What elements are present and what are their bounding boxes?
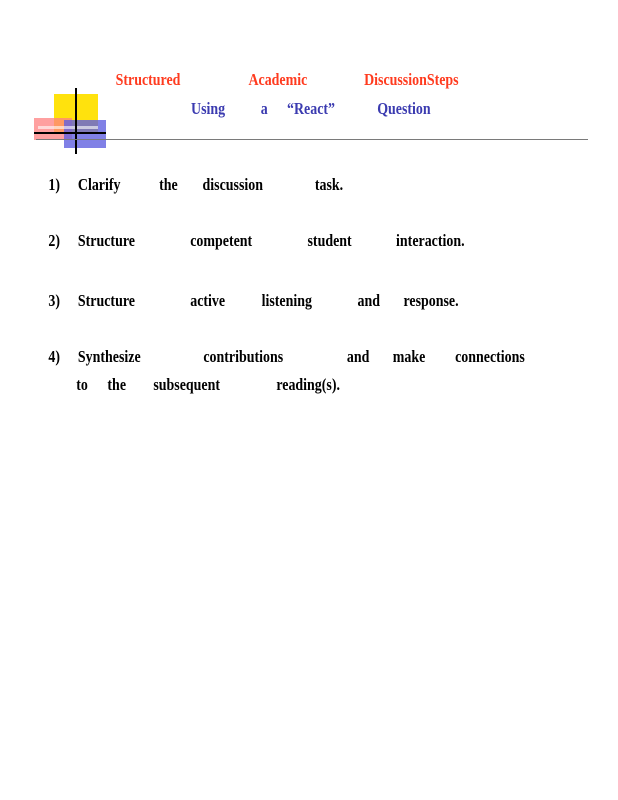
step-word: student: [307, 231, 352, 250]
step-word: and: [346, 347, 370, 366]
step-word: and: [357, 291, 381, 310]
step-word: task.: [314, 175, 344, 194]
step-3: [0, 291, 507, 315]
step-number: 2): [48, 231, 61, 250]
step-word: interaction.: [396, 231, 465, 250]
subtitle-word: Question: [377, 99, 431, 118]
step-2: [0, 231, 507, 255]
subtitle-word: “React”: [287, 99, 335, 118]
step-word: Synthesize: [77, 347, 141, 366]
step-word: the: [159, 175, 178, 194]
logo-horizontal-line: [34, 132, 106, 134]
step-4: [0, 347, 525, 371]
step-word: discussion: [202, 175, 263, 194]
step-word: subsequent: [153, 375, 220, 394]
step-word: make: [392, 347, 426, 366]
step-word: to: [76, 375, 88, 394]
step-word: reading(s).: [276, 375, 340, 394]
step-word: Structure: [77, 231, 135, 250]
step-word: the: [107, 375, 127, 394]
title-word: Academic: [248, 70, 308, 89]
step-word: Clarify: [77, 175, 121, 194]
step-word: response.: [403, 291, 459, 310]
title-line-1: [0, 70, 507, 94]
title-line-2: [0, 99, 507, 123]
step-word: competent: [190, 231, 253, 250]
step-1: [0, 175, 507, 199]
step-number: 3): [48, 291, 61, 310]
step-4-continuation: [0, 375, 507, 399]
step-word: contributions: [203, 347, 284, 366]
step-word: listening: [261, 291, 312, 310]
subtitle-word: Using: [191, 99, 226, 118]
logo-blue-block: [64, 120, 106, 148]
subtitle-word: a: [260, 99, 268, 118]
step-number: 1): [48, 175, 61, 194]
step-word: Structure: [77, 291, 135, 310]
step-word: active: [190, 291, 226, 310]
title-word: Structured: [115, 70, 181, 89]
step-word: connections: [455, 347, 525, 366]
logo-stripe: [38, 126, 98, 129]
title-word: DiscussionSteps: [364, 70, 459, 89]
step-number: 4): [48, 347, 61, 366]
title-divider: [36, 139, 588, 140]
